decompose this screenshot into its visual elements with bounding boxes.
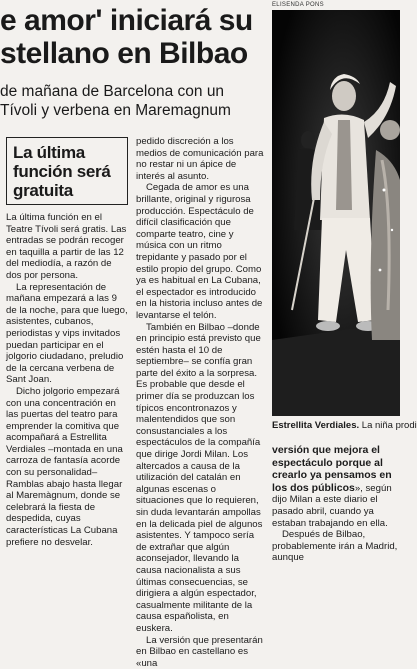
caption-subject: Estrellita Verdiales. bbox=[272, 420, 360, 431]
deck-subheadline bbox=[0, 82, 268, 120]
pull-quote-attribution: », según dijo Milan a este diario el pasado abril, cuando ya estaban trabajando en ella. bbox=[272, 482, 392, 529]
article-paragraph: También en Bilbao –donde en principio está previsto que estén hasta el 10 de septiembre– se confía gran parte del éxito a la sorpresa. Es probable que desde el primer día se produzcan los típicos encontronazos y malentendidos que son consustanciales a los espectáculos de la compañía que dirige Jordi Milan. Los altercados a causa de la utilización del catalán en algunas escenas o situaciones que lo requieren, sin duda levantarán ampollas en la delicada piel de algunos asistentes. Y tampoco sería de extrañar que algún aconsejador, llevando la causa nacionalista a sus últimas consecuencias, se dirigiera a algún espectador, casualmente militante de la causa españolista, en euskera. bbox=[136, 321, 263, 634]
box-title-line-3: gratuita bbox=[13, 181, 73, 200]
sidebar-paragraph: Dicho jolgorio empezará con una concentración en las puertas del teatro para emprender la comitiva que acompañará a Estrellita Verdiales –montada en una carroza de fantasía acorde con su personalidad– Ramblas abajo hasta llegar al Maremàgnum, donde se celebrará la fiesta de despedida, cuyas características La Cubana prefiere no desvelar. bbox=[6, 385, 123, 548]
sidebar-paragraph: La representación de mañana empezará a las 9 de la noche, para que luego, asistentes, cubanos, periodistas y vips invitados puedan participar en el jolgorio ciudadano, preludio de la cercana verbena de Sant Joan. bbox=[6, 281, 128, 386]
headline bbox=[0, 4, 268, 70]
box-title-line-2: función será bbox=[13, 162, 111, 181]
caption-text: La niña prodi bbox=[359, 420, 417, 431]
continuation-column bbox=[272, 444, 400, 564]
pull-quote: versión que mejora el espectáculo porque al crearlo ya pensamos en los dos públicos bbox=[272, 444, 392, 494]
deck-line-2: Tívoli y verbena en Maremagnum bbox=[0, 102, 231, 119]
article-paragraph: pedido discreción a los medios de comunicación para no restar ni un ápice de interés al asunto. bbox=[136, 136, 264, 182]
continuation-paragraph: Después de Bilbao, probablemente irán a Madrid, aunque bbox=[272, 529, 398, 564]
main-article-column bbox=[136, 136, 266, 669]
continuation-paragraph bbox=[272, 444, 400, 529]
photo-caption bbox=[272, 420, 417, 432]
article-paragraph: Cegada de amor es una brillante, original y rigurosa producción. Espectáculo de difícil clasificación que comparte teatro, cine y música con un ritmo trepidante y pasado por el estilo propio del grupo. Como ya es habitual en La Cubana, el espectador es introducido en la historia incluso antes de levantarse el telón. bbox=[136, 182, 263, 321]
sidebar-column bbox=[6, 212, 128, 548]
box-title-line-1: La última bbox=[13, 143, 85, 162]
headline-line-2: stellano en Bilbao bbox=[0, 37, 248, 70]
sidebar-paragraph: La última función en el Teatre Tívoli será gratis. Las entradas se podrán recoger en taquilla a partir de las 12 del mediodía, a razón de dos por persona. bbox=[6, 212, 127, 281]
sidebar-box-title bbox=[6, 137, 128, 205]
performance-photo bbox=[272, 10, 400, 416]
headline-line-1: e amor' iniciará su bbox=[0, 4, 253, 37]
photo-credit: ELISENDA PONS bbox=[272, 2, 324, 8]
deck-line-1: de mañana de Barcelona con un bbox=[0, 83, 225, 100]
article-paragraph: La versión que presentarán en Bilbao en castellano es «una bbox=[136, 634, 263, 669]
performance-photo-illustration bbox=[272, 10, 400, 416]
